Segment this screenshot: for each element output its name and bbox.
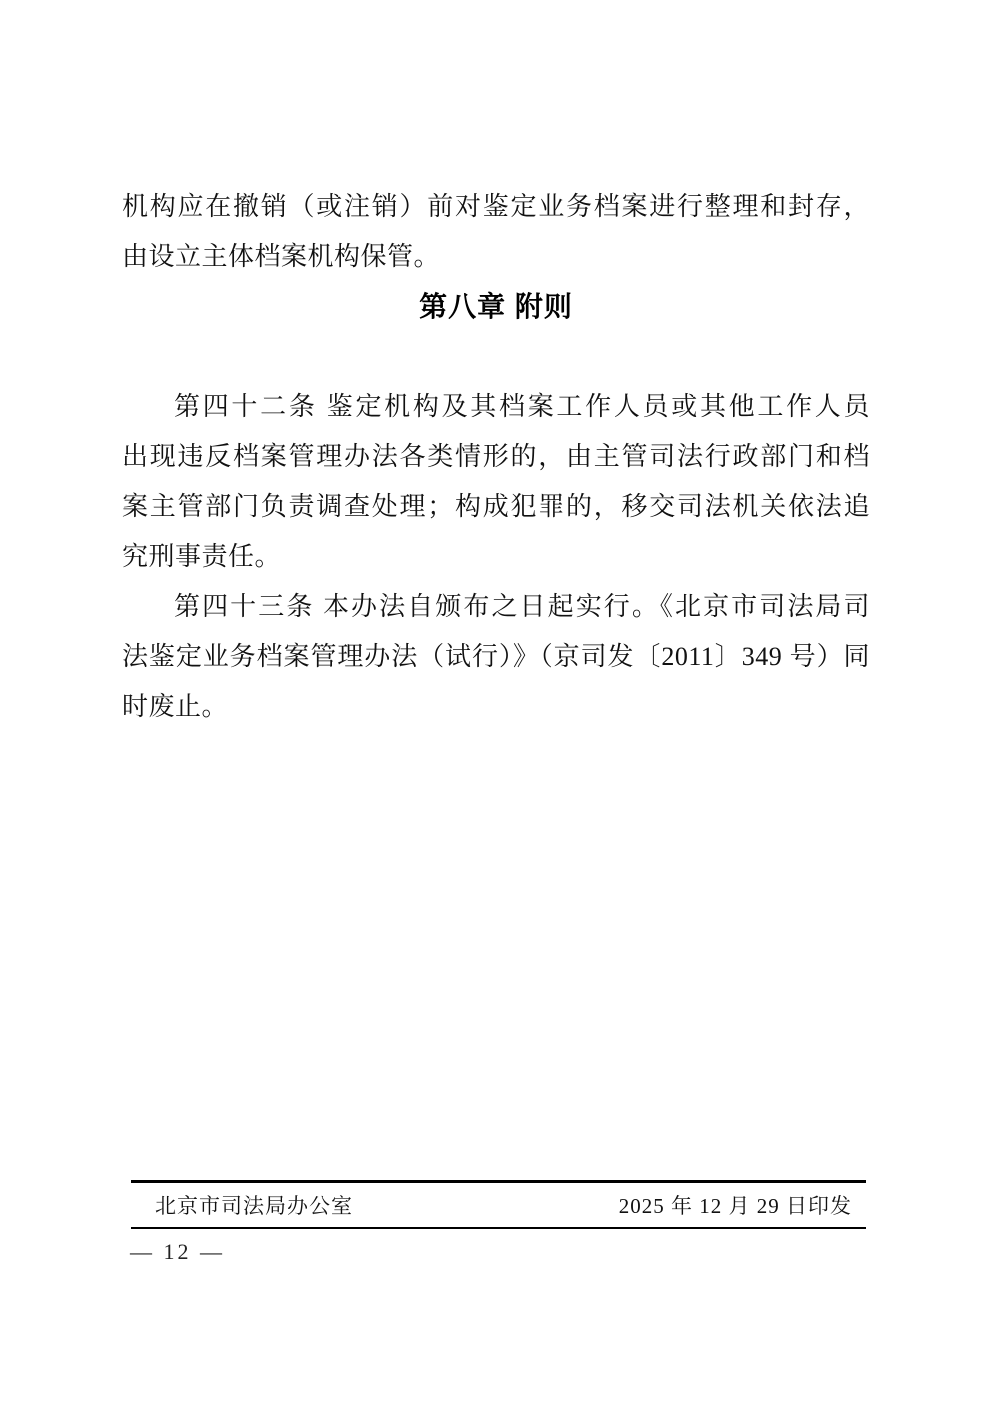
text-line: 法鉴定业务档案管理办法（试行）》（京司发〔2011〕349 号）同: [122, 642, 870, 671]
colophon-bottom-rule: [131, 1227, 866, 1229]
document-body: [122, 182, 870, 732]
text-line: 时废止。: [122, 692, 229, 721]
text-line: 第四十二条 鉴定机构及其档案工作人员或其他工作人员: [174, 392, 870, 421]
text-line: 出现违反档案管理办法各类情形的，由主管司法行政部门和档: [122, 442, 870, 471]
paragraph-carryover: [122, 182, 870, 282]
text-line: 第四十三条 本办法自颁布之日起实行。《北京市司法局司: [174, 592, 870, 621]
issuing-office: 北京市司法局办公室: [155, 1194, 353, 1218]
text-line: 案主管部门负责调查处理；构成犯罪的，移交司法机关依法追: [122, 492, 870, 521]
text-line: 究刑事责任。: [122, 542, 282, 571]
paragraph-article-43: [122, 582, 870, 732]
page-number: — 12 —: [130, 1239, 225, 1264]
colophon-row: [131, 1183, 866, 1227]
text-line: 由设立主体档案机构保管。: [122, 242, 441, 271]
paragraph-article-42: [122, 382, 870, 582]
text-line: 机构应在撤销（或注销）前对鉴定业务档案进行整理和封存，: [122, 192, 870, 221]
chapter-heading: 第八章 附则: [419, 291, 573, 322]
print-date: 2025 年 12 月 29 日印发: [618, 1194, 852, 1218]
